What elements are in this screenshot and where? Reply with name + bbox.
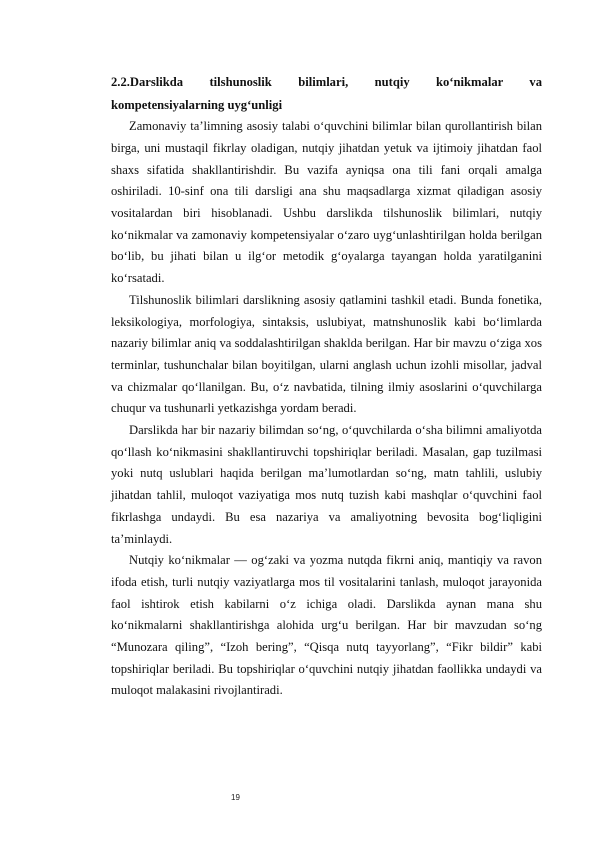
page-number: 19 — [231, 793, 240, 802]
section-heading-line-1: 2.2.Darslikda tilshunoslik bilimlari, nutqiy ko‘nikmalar va — [111, 75, 542, 89]
paragraph-2: Tilshunoslik bilimlari darslikning asosiy qatlamini tashkil etadi. Bunda fonetika, leksikologiya, morfologiya, sintaksis, uslubiyat, matnshunoslik kabi bo‘limlarda nazariy bilimlar aniq va soddalashtirilgan shaklda berilgan. Har bir mavzu o‘ziga xos terminlar, tushunchalar bilan boyitilgan, ularni anglash uchun izohli misollar, jadval va chizmalar qo‘llanilgan. Bu, o‘z navbatida, tilning ilmiy asoslarini o‘quvchilarga chuqur va tushunarli yetkazishga yordam beradi. — [111, 292, 542, 416]
paragraph-4: Nutqiy ko‘nikmalar — og‘zaki va yozma nutqda fikrni aniq, mantiqiy va ravon ifoda etish, turli nutqiy vaziyatlarga mos til vositalarini tanlash, muloqot jarayonida faol ishtirok etish kabilarni o‘z ichiga oladi. Darslikda aynan mana shu ko‘nikmalarni shakllantirishga alohida urg‘u berilgan. Har bir mavzudan so‘ng “Munozara qiling”, “Izoh bering”, “Qisqa nutq tayyorlang”, “Fikr bildir” kabi topshiriqlar beriladi. Bu topshiriqlar o‘quvchini nutqiy jihatdan faollikka undaydi va muloqot malakasini rivojlantiradi. — [111, 553, 542, 698]
section-heading-line-2: kompetensiyalarning uyg‘unligi — [111, 97, 283, 112]
document-page — [111, 71, 542, 702]
section-heading — [111, 71, 542, 116]
paragraph-1: Zamonaviy ta’limning asosiy talabi o‘quvchini bilimlar bilan qurollantirish bilan birga, uni mustaqil fikrlay oladigan, nutqiy jihatdan yetuk va ijtimoiy jihatdan faol shaxs sifatida shakllantirishdir. Bu vazifa ayniqsa ona tili fani orqali amalga oshiriladi. 10-sinf ona tili darsligi ana shu maqsadlarga xizmat qiladigan asosiy vositalardan biri hisoblanadi. Ushbu darslikda tilshunoslik bilimlari, nutqiy ko‘nikmalar va zamonaviy kompetensiyalar o‘zaro uyg‘unlashtirilgan holda berilgan bo‘lib, bu jihati bilan u ilg‘or metodik g‘oyalarga tayangan holda yaratilganini ko‘rsatadi. — [111, 119, 542, 286]
paragraph-3: Darslikda har bir nazariy bilimdan so‘ng, o‘quvchilarda o‘sha bilimni amaliyotda qo‘llash ko‘nikmasini shakllantiruvchi topshiriqlar beriladi. Masalan, gap tuzilmasi yoki nutq uslublari haqida berilgan ma’lumotlardan so‘ng, matn tahlili, uslubiy jihatdan tahlil, muloqot vaziyatiga mos nutq tuzish kabi mashqlar o‘quvchini faol fikrlashga undaydi. Bu esa nazariya va amaliyotning bevosita bog‘liqligini ta’minlaydi. — [111, 423, 542, 546]
